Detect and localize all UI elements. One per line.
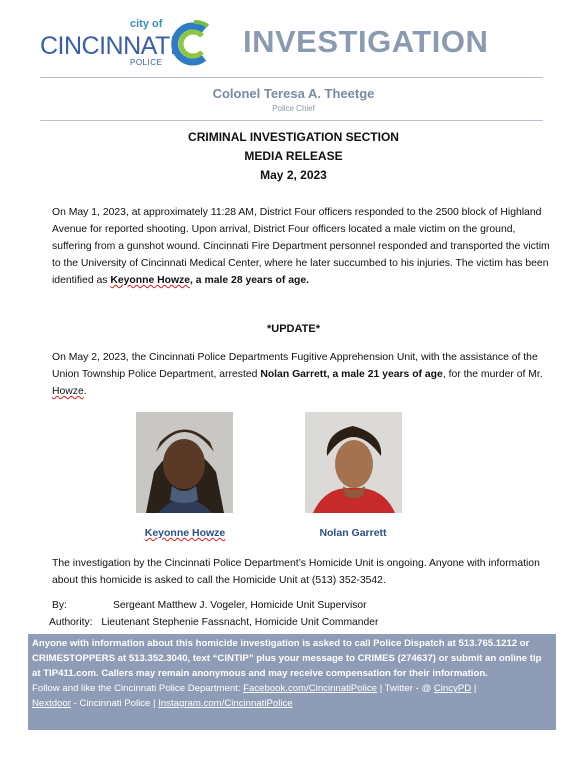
- authority-value: Lieutenant Stephenie Fassnacht, Homicide Unit Commander: [101, 617, 379, 628]
- release-type: MEDIA RELEASE: [244, 149, 343, 163]
- tip-info-box: [28, 634, 556, 730]
- update-paragraph: On May 2, 2023, the Cincinnati Police Departments Fugitive Apprehension Unit, with the assistance of the Union Township Police Department, arrested Nolan Garrett, a male 21 years of age, for the murder of Mr. Howze.: [52, 352, 543, 397]
- separator: |: [471, 683, 477, 694]
- incident-paragraph: [52, 204, 552, 289]
- c-logo-mark-icon: [164, 18, 216, 70]
- incident-text: On May 1, 2023, at approximately 11:28 AM, District Four officers responded to the 2500 block of Highland Avenue for reported shooting. Upon arrival, District Four officers located a male victim on the ground, suffering from a gunshot wound. Cincinnati Fire Department personnel responded and transported the victim to the University of Cincinnati Medical Center, where he later succumbed to his injuries. The victim has been identified as: [52, 207, 550, 286]
- victim-caption: [110, 527, 260, 539]
- section-heading: CRIMINAL INVESTIGATION SECTION: [188, 130, 399, 144]
- cincinnati-police-logo: [40, 18, 215, 68]
- update-text: On May 2, 2023, the Cincinnati Police Departments Fugitive Apprehension Unit, with the assistance of the Union Township Police Department, arrested: [52, 352, 538, 380]
- nextdoor-link[interactable]: Nextdoor: [32, 698, 71, 709]
- top-divider: [40, 77, 543, 78]
- separator: | Twitter - @: [377, 683, 434, 694]
- facebook-link[interactable]: Facebook.com/CincinnatiPolice: [243, 683, 378, 694]
- suspect-description: Nolan Garrett, a male 21 years of age: [260, 369, 443, 380]
- update-label: *UPDATE*: [267, 323, 320, 335]
- victim-caption-text: Keyonne Howze: [144, 527, 226, 539]
- chief-name: Colonel Teresa A. Theetge: [212, 86, 375, 101]
- logo-police-text: POLICE: [130, 58, 163, 67]
- nextdoor-tail: - Cincinnati Police: [70, 698, 151, 709]
- update-tail: , for the murder of Mr.: [442, 369, 543, 380]
- by-label: By:: [52, 600, 67, 611]
- victim-photo: [136, 412, 233, 513]
- update-tail-name: Howze: [52, 386, 84, 397]
- victim-name: Keyonne Howze: [110, 275, 191, 286]
- logo-name-text: CINCINNATI: [40, 32, 177, 60]
- twitter-link[interactable]: CincyPD: [433, 683, 472, 694]
- suspect-photo: [305, 412, 402, 513]
- release-date: May 2, 2023: [260, 168, 327, 182]
- instagram-link[interactable]: Instagram.com/CincinnatiPolice: [158, 698, 293, 709]
- page-title: INVESTIGATION: [243, 24, 489, 59]
- by-row: [52, 600, 367, 611]
- by-value: Sergeant Matthew J. Vogeler, Homicide Unit Supervisor: [113, 600, 367, 611]
- separator: |: [150, 698, 159, 709]
- chief-title: Police Chief: [272, 104, 315, 113]
- logo-city-text: city of: [130, 18, 163, 30]
- victim-description: , a male 28 years of age.: [190, 275, 310, 286]
- investigation-paragraph: The investigation by the Cincinnati Police Department’s Homicide Unit is ongoing. Anyone with information about this homicide is asked to call the Homicide Unit at (513) 352-3542.: [52, 558, 540, 586]
- authority-row: [49, 617, 378, 628]
- authority-label: Authority:: [49, 617, 93, 628]
- tip-info-text: Anyone with information about this homicide investigation is asked to call Police Dispatch at 513.765.1212 or CRIMESTOPPERS at 513.352.3040, text “CINTIP” plus your message to CRIMES (274637) or submit an online tip at TIP411.com. Callers may remain anonymous and may receive compensation for their information.: [32, 638, 542, 679]
- follow-text: Follow and like the Cincinnati Police Department:: [32, 683, 244, 694]
- suspect-caption: Nolan Garrett: [319, 527, 387, 539]
- bottom-divider: [40, 120, 543, 121]
